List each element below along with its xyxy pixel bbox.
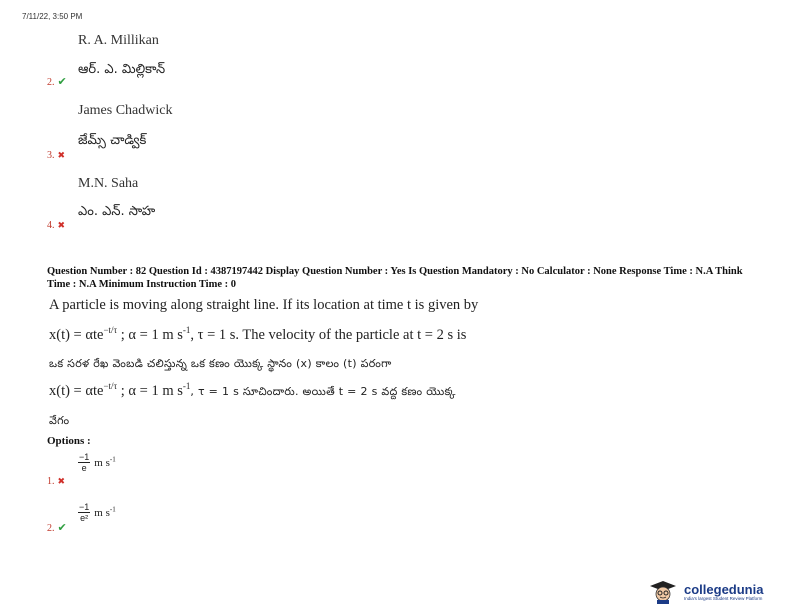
- option-3-marker: [47, 145, 65, 163]
- cross-icon: ✖: [57, 477, 66, 487]
- graduate-mascot-icon: [646, 580, 680, 604]
- question-text-te-1: ఒక సరళ రేఖ వెంబడి చలిస్తున్న ఒక కణం యొక్క స్థానం (x) కాలం (t) పరంగా: [49, 357, 392, 370]
- fraction: [78, 452, 90, 473]
- logo-wordmark: collegedunia: [684, 581, 764, 597]
- option-2-english: R. A. Millikan: [78, 33, 159, 48]
- option-3-english: James Chadwick: [78, 103, 173, 118]
- option-4-english: M.N. Saha: [78, 176, 139, 191]
- fraction: [78, 502, 90, 523]
- option-4-telugu: ఎం. ఎన్. సాహ: [78, 204, 156, 219]
- question-text-te-3: వేగం: [49, 414, 70, 427]
- question-text-en-2: [49, 327, 466, 344]
- denominator: e: [81, 463, 87, 473]
- equation-part: x(t) = αte: [49, 327, 104, 343]
- equation-part: x(t) = αte: [49, 383, 104, 399]
- print-timestamp: 7/11/22, 3:50 PM: [22, 12, 83, 21]
- check-icon: ✔: [57, 521, 67, 534]
- answer-option-1-marker: [47, 471, 65, 489]
- option-3-telugu: జేమ్స్ చాడ్విక్: [78, 133, 147, 148]
- equation-part: , τ = 1 s సూచిందారు. అయితే t = 2 s వద్ద కణం యొక్క: [190, 385, 456, 398]
- exponent: −t/τ: [103, 325, 118, 336]
- cross-icon: ✖: [57, 151, 66, 161]
- option-2-marker: [47, 72, 67, 90]
- question-text-te-2: [49, 383, 456, 401]
- option-number: 2.: [47, 523, 55, 534]
- option-number: 2.: [47, 77, 55, 88]
- answer-option-2-marker: [47, 518, 67, 536]
- unit: m $s^{-1}$: [94, 505, 116, 520]
- denominator: e²: [80, 513, 89, 523]
- exponent: -1: [182, 381, 191, 392]
- option-number: 1.: [47, 476, 55, 487]
- logo-tagline: India's largest Student Review Platform: [684, 595, 763, 601]
- equation-part: , τ = 1 s. The velocity of the particle at t = 2 s is: [190, 327, 467, 343]
- collegedunia-logo: [646, 580, 763, 604]
- equation-part: ; α = 1 m s: [117, 383, 183, 399]
- question-meta: Question Number : 82 Question Id : 4387197442 Display Question Number : Yes Is Question Mandatory : No Calculator : None Response Time : N.A Think Time : N.A Minimum Instruction Time : 0: [47, 266, 743, 290]
- unit: m $s^{-1}$: [94, 455, 116, 470]
- answer-option-2: [78, 502, 116, 523]
- question-text-en-1: A particle is moving along straight line. If its location at time t is given by: [49, 297, 479, 313]
- option-4-marker: [47, 215, 65, 233]
- numerator: −1: [79, 502, 90, 512]
- option-number: 4.: [47, 220, 55, 231]
- option-number: 3.: [47, 150, 55, 161]
- cross-icon: ✖: [57, 221, 66, 231]
- exponent: -1: [182, 325, 191, 336]
- option-2-telugu: ఆర్. ఎ. మిల్లికాన్: [78, 62, 166, 77]
- answer-option-1: [78, 452, 116, 473]
- numerator: −1: [79, 452, 90, 462]
- exponent: −t/τ: [103, 381, 118, 392]
- options-label: Options :: [47, 435, 91, 447]
- check-icon: ✔: [57, 75, 67, 88]
- equation-part: ; α = 1 m s: [117, 327, 183, 343]
